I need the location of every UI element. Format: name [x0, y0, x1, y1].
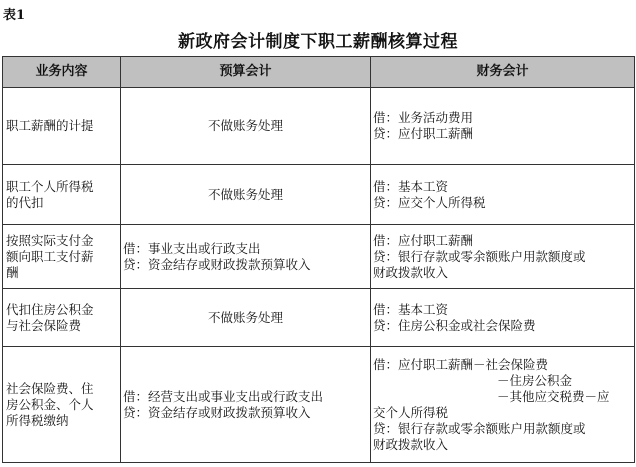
finance-line: －住房公积金	[497, 372, 573, 388]
budget-cell	[121, 225, 371, 289]
table-row	[3, 165, 635, 225]
finance-line: 借：业务活动费用	[373, 110, 474, 125]
finance-line: 财政拨款收入	[373, 436, 449, 452]
table-row	[3, 225, 635, 289]
business-line: 酬	[6, 264, 19, 280]
budget-cell	[121, 347, 371, 463]
finance-line: 贷：应付职工薪酬	[373, 126, 474, 141]
budget-cell	[121, 165, 371, 225]
budget-line: 贷：资金结存或财政拨款预算收入	[123, 404, 311, 420]
budget-line: 不做账务处理	[207, 186, 283, 202]
finance-line: 贷：银行存款或零余额账户用款额度或	[373, 420, 586, 436]
business-line: 的代扣	[6, 194, 44, 210]
header-budget-accounting: 预算会计	[121, 57, 371, 88]
finance-line: 借：基本工资	[373, 301, 449, 317]
business-cell	[3, 165, 121, 225]
business-line: 社会保险费、住	[6, 380, 94, 396]
budget-cell	[121, 88, 371, 165]
finance-line: 借：基本工资	[373, 178, 449, 194]
table-row	[3, 88, 635, 165]
finance-line: 贷：住房公积金或社会保险费	[373, 317, 536, 333]
business-cell	[3, 347, 121, 463]
business-line: 职工薪酬的计提	[6, 118, 94, 133]
business-line: 所得税缴纳	[6, 412, 69, 428]
finance-cell	[371, 225, 635, 289]
business-line: 额向职工支付薪	[6, 248, 94, 264]
business-line: 代扣住房公积金	[6, 301, 94, 317]
budget-line: 借：事业支出或行政支出	[123, 240, 261, 256]
budget-line: 借：经营支出或事业支出或行政支出	[123, 388, 324, 404]
table-label: 表1	[3, 8, 26, 23]
budget-line: 不做账务处理	[207, 118, 283, 133]
business-cell	[3, 225, 121, 289]
business-cell	[3, 88, 121, 165]
header-business: 业务内容	[3, 57, 121, 88]
finance-cell	[371, 289, 635, 347]
payroll-accounting-table	[2, 56, 635, 463]
finance-line: 贷：银行存款或零余额账户用款额度或	[373, 248, 586, 264]
finance-line: 借：应付职工薪酬	[373, 232, 474, 248]
budget-line: 贷：资金结存或财政拨款预算收入	[123, 256, 311, 272]
table-row	[3, 289, 635, 347]
finance-line: 贷：应交个人所得税	[373, 194, 486, 210]
table-title: 新政府会计制度下职工薪酬核算过程	[178, 32, 458, 52]
finance-line: 借：应付职工薪酬－社会保险费	[373, 356, 549, 372]
business-line: 按照实际支付金	[6, 232, 94, 248]
finance-cell	[371, 165, 635, 225]
header-financial-accounting: 财务会计	[371, 57, 635, 88]
business-line: 职工个人所得税	[6, 178, 94, 194]
finance-line: －其他应交税费－应	[497, 388, 610, 404]
budget-cell	[121, 289, 371, 347]
finance-cell	[371, 88, 635, 165]
finance-line: 交个人所得税	[373, 404, 449, 420]
business-line: 与社会保险费	[6, 317, 82, 333]
business-cell	[3, 289, 121, 347]
table-row	[3, 347, 635, 463]
finance-line: 财政拨款收入	[373, 264, 449, 280]
budget-line: 不做账务处理	[207, 309, 283, 325]
finance-cell	[371, 347, 635, 463]
table-header-row	[3, 57, 635, 88]
business-line: 房公积金、个人	[6, 396, 94, 412]
